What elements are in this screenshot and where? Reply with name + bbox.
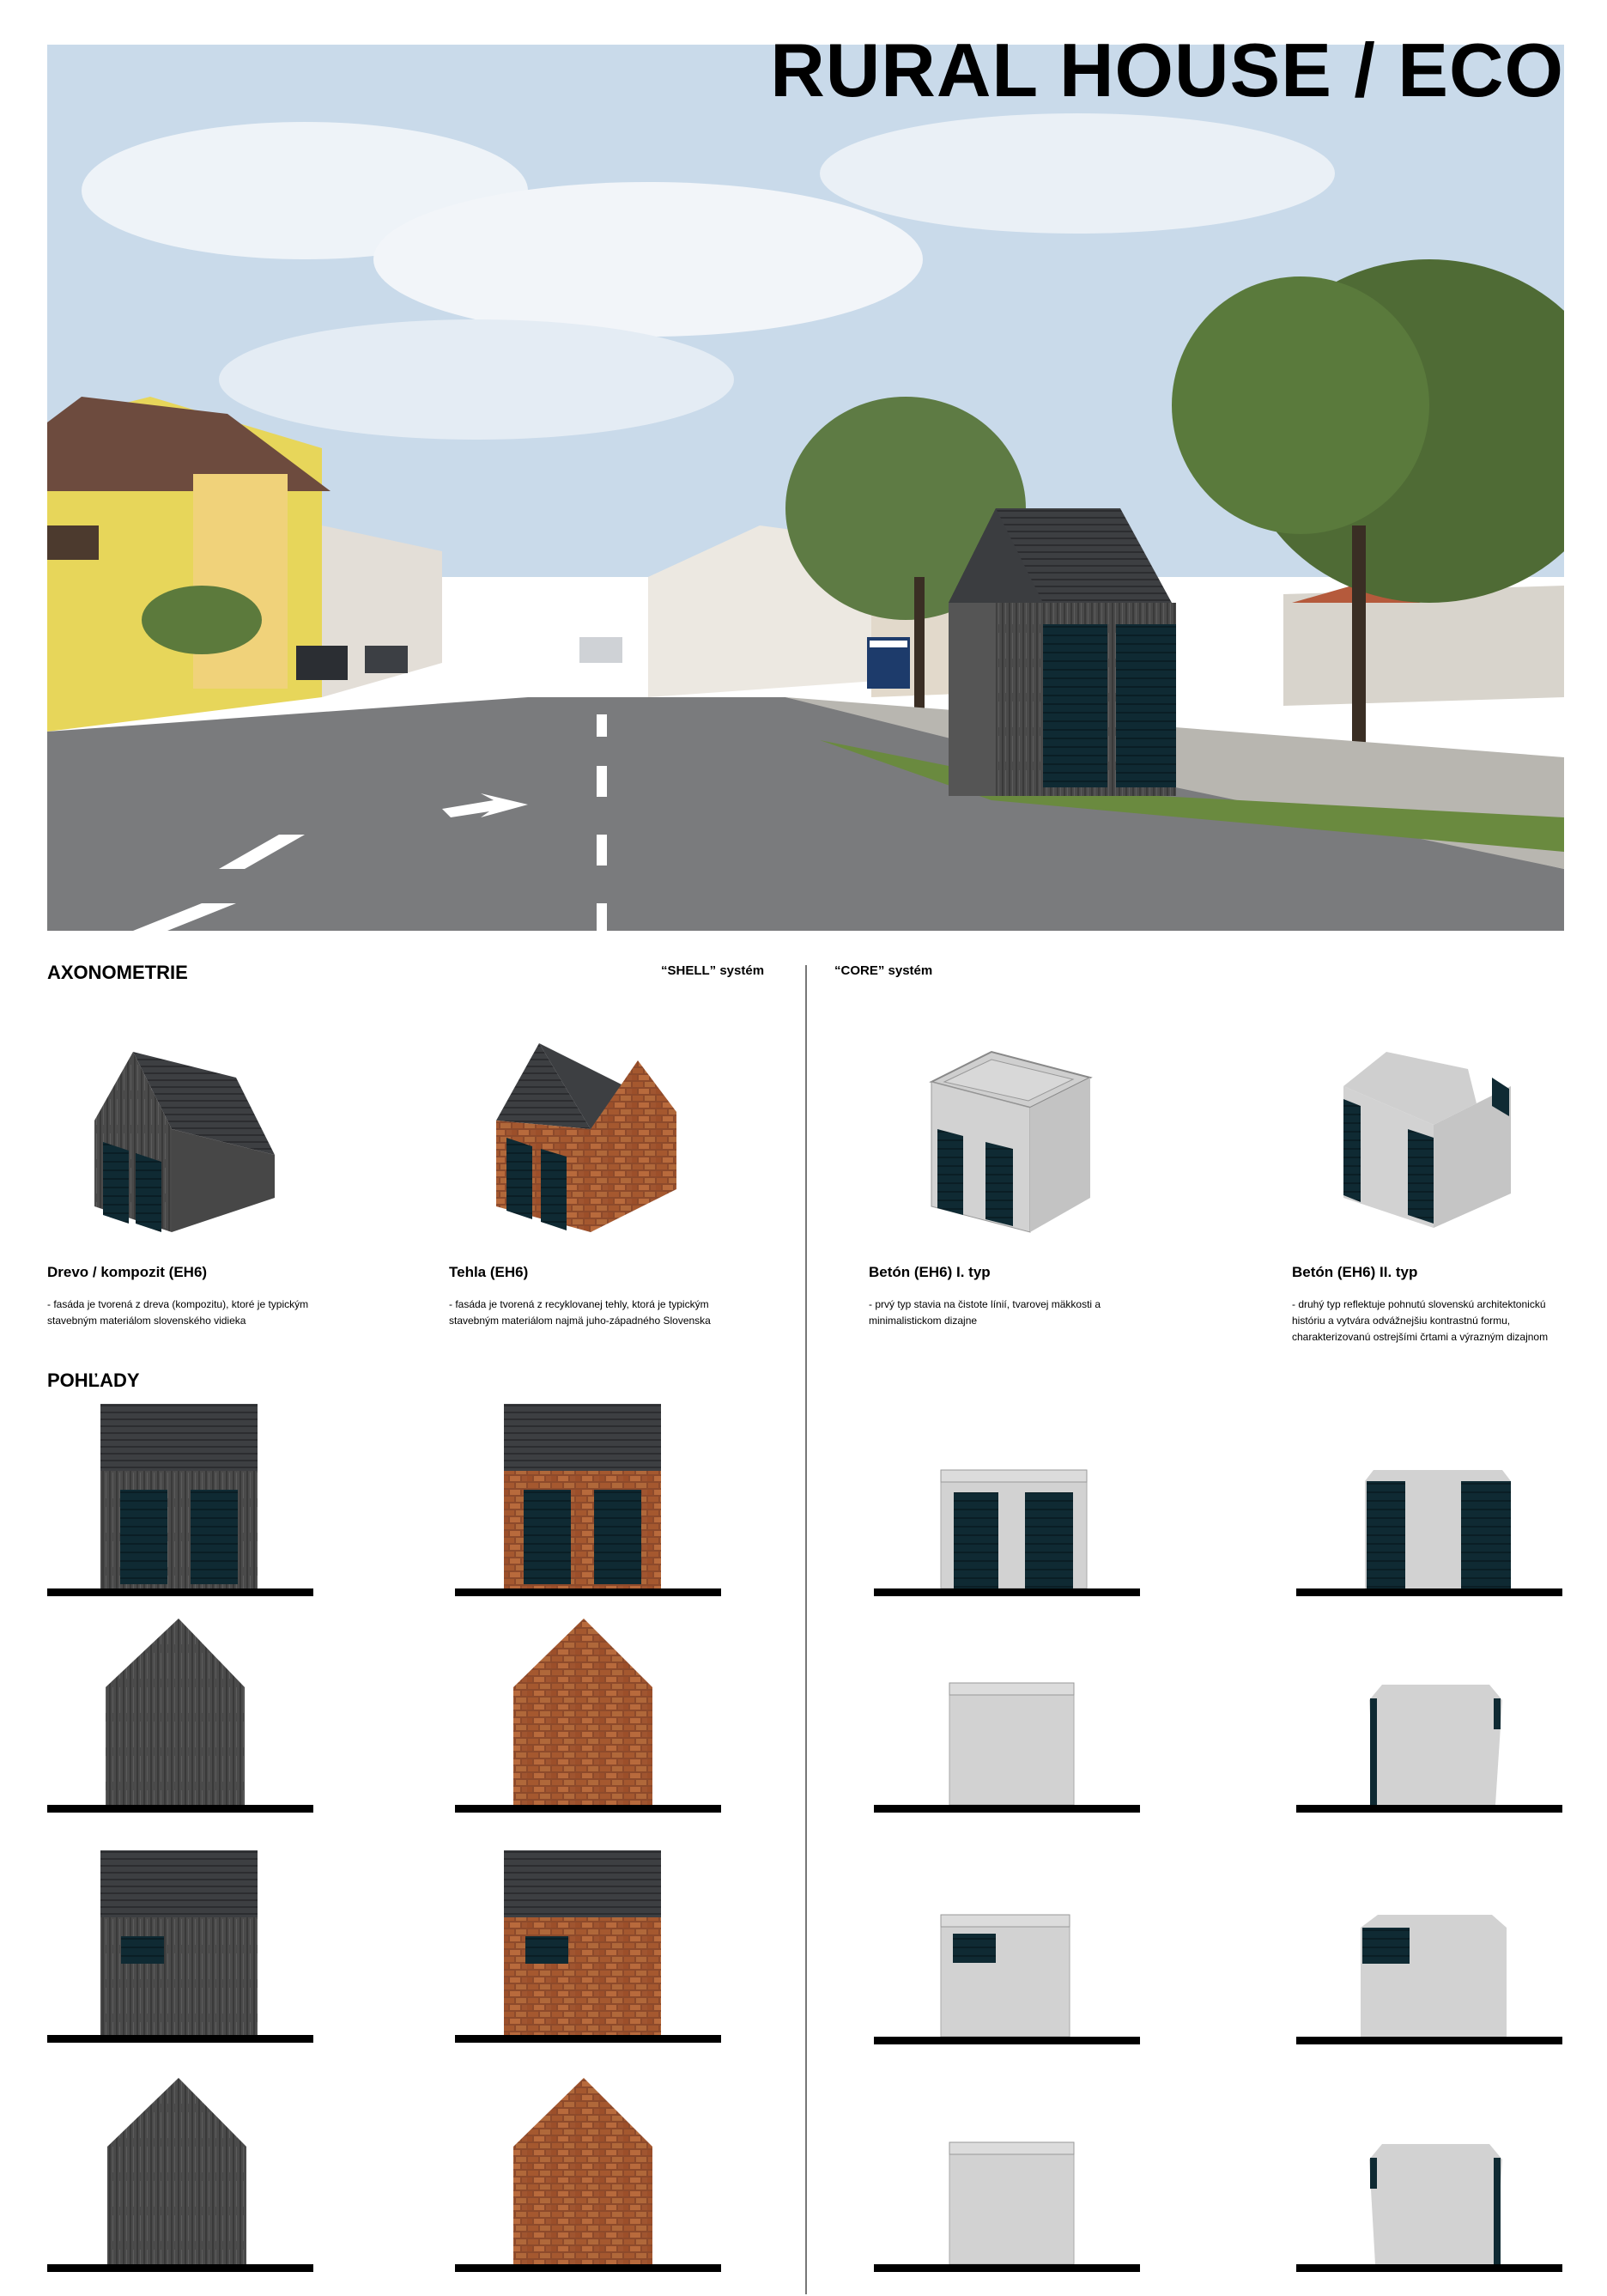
elevation-side-concrete-1 (874, 1674, 1140, 1820)
hero-photo (47, 45, 1564, 931)
axonometry-concrete-2 (1339, 1048, 1528, 1236)
elevation-front-brick (455, 1400, 721, 1597)
elevation-back-concrete-2 (1296, 1906, 1562, 2048)
elevation-side-concrete-2 (1296, 1674, 1562, 1820)
elevation-side-brick (455, 1614, 721, 1820)
variant-title-concrete-2: Betón (EH6) II. typ (1292, 1264, 1418, 1280)
variant-desc-concrete-1: - prvý typ stavia na čistote línií, tvarovej mäkkosti a minimalistickom dizajne (869, 1298, 1101, 1327)
elevation-front-concrete-2 (1296, 1460, 1562, 1597)
elevation-side2-concrete-2 (1296, 2134, 1562, 2280)
axonometry-wood (86, 1026, 283, 1241)
elevation-side-wood (47, 1614, 313, 1820)
shell-system-label: “SHELL” systém (661, 963, 765, 978)
elevation-side2-concrete-1 (874, 2134, 1140, 2280)
elevation-front-concrete-1 (874, 1460, 1140, 1597)
elevation-back-wood (47, 1846, 313, 2048)
elevation-side2-wood (47, 2074, 313, 2280)
section-divider (805, 965, 807, 2294)
views-heading: POHĽADY (47, 1370, 140, 1391)
elevation-back-concrete-1 (874, 1906, 1140, 2048)
axonometry-brick (488, 1026, 685, 1241)
variant-desc-concrete-2: - druhý typ reflektuje pohnutú slovenskú architektonickú históriu a vytvára odvážnejšiu kontrastnú formu, charakterizovanú ostrejšími črtami a výrazným dizajnom (1292, 1298, 1549, 1343)
elevation-side2-brick (455, 2074, 721, 2280)
elevation-back-brick (455, 1846, 721, 2048)
variant-title-concrete-1: Betón (EH6) I. typ (869, 1264, 991, 1280)
core-system-label: “CORE” systém (834, 963, 933, 978)
axonometry-heading: AXONOMETRIE (47, 962, 188, 983)
page-title: RURAL HOUSE / ECO (770, 27, 1564, 112)
variant-title-wood: Drevo / kompozit (EH6) (47, 1264, 208, 1280)
elevation-front-wood (47, 1400, 313, 1597)
variant-title-brick: Tehla (EH6) (449, 1264, 529, 1280)
variant-desc-wood: - fasáda je tvorená z dreva (kompozitu), ktoré je typickým stavebným materiálom slovenského vidieka (47, 1298, 309, 1327)
variant-desc-brick: - fasáda je tvorená z recyklovanej tehly, ktorá je typickým stavebným materiálom najmä juho-západného Slovenska (449, 1298, 711, 1327)
axonometry-concrete-1 (927, 1048, 1099, 1236)
